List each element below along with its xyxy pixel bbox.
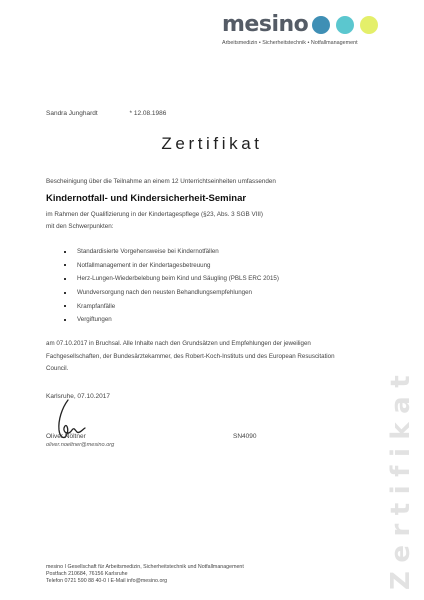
footer-postbox: Postfach 210684, 76156 Karlsruhe	[46, 571, 128, 578]
logo-tagline: Arbeitsmedizin • Sicherheitstechnik • Notfallmanagement	[222, 40, 358, 46]
logo-wordmark: mesino	[222, 12, 309, 37]
logo-dot-yellow	[360, 16, 378, 34]
recipient-row	[46, 110, 166, 117]
topic-item: Standardisierte Vorgehensweise bei Kindernotfällen	[64, 248, 279, 262]
course-name: Kindernotfall- und Kindersicherheit-Seminar	[46, 193, 247, 204]
topic-item: Vergiftungen	[64, 316, 279, 330]
footer-contact: Telefon 0721 590 88 40-0 I E-Mail info@mesino.org	[46, 578, 168, 585]
topic-item: Herz-Lungen-Wiederbelebung beim Kind und Säugling (PBLS ERC 2015)	[64, 275, 279, 289]
topic-item: Krampfanfälle	[64, 303, 279, 317]
certificate-title: Zertifikat	[161, 134, 263, 153]
recipient-name: Sandra Junghardt	[46, 110, 98, 117]
logo-dot-teal	[336, 16, 354, 34]
focus-label: mit den Schwerpunkten:	[46, 223, 114, 230]
place-date: Karlsruhe, 07.10.2017	[46, 393, 110, 400]
intro-text: Bescheinigung über die Teilnahme an einem 12 Unterrichtseinheiten umfassenden	[46, 178, 276, 185]
logo-dot-blue	[312, 16, 330, 34]
mesino-logo	[222, 12, 414, 52]
footer-company: mesino I Gesellschaft für Arbeitsmedizin, Sicherheitstechnik und Notfallmanagement	[46, 564, 244, 570]
watermark-text: Zertifikat	[386, 366, 416, 590]
footer-address	[46, 564, 244, 586]
recipient-birthdate: * 12.08.1986	[129, 110, 167, 117]
signer-email: oliver.noeltner@mesino.org	[46, 442, 115, 448]
topics-list	[64, 248, 279, 330]
topic-item: Notfallmanagement in der Kindertagesbetreuung	[64, 262, 279, 276]
completion-paragraph: am 07.10.2017 in Bruchsal. Alle Inhalte nach den Grundsätzen und Empfehlungen der jeweiligen Fachgesellschaften, der Bundesärztekammer, des Robert-Koch-Instituts und des European Resuscitation Council.	[46, 340, 335, 373]
context-text: im Rahmen der Qualifizierung in der Kindertagespflege (§23, Abs. 3 SGB VIII)	[46, 211, 264, 218]
certificate-id: SN4090	[233, 433, 257, 440]
signer-name: Oliver Nöltner	[46, 433, 86, 440]
topic-item: Wundversorgung nach den neusten Behandlungsempfehlungen	[64, 289, 279, 303]
